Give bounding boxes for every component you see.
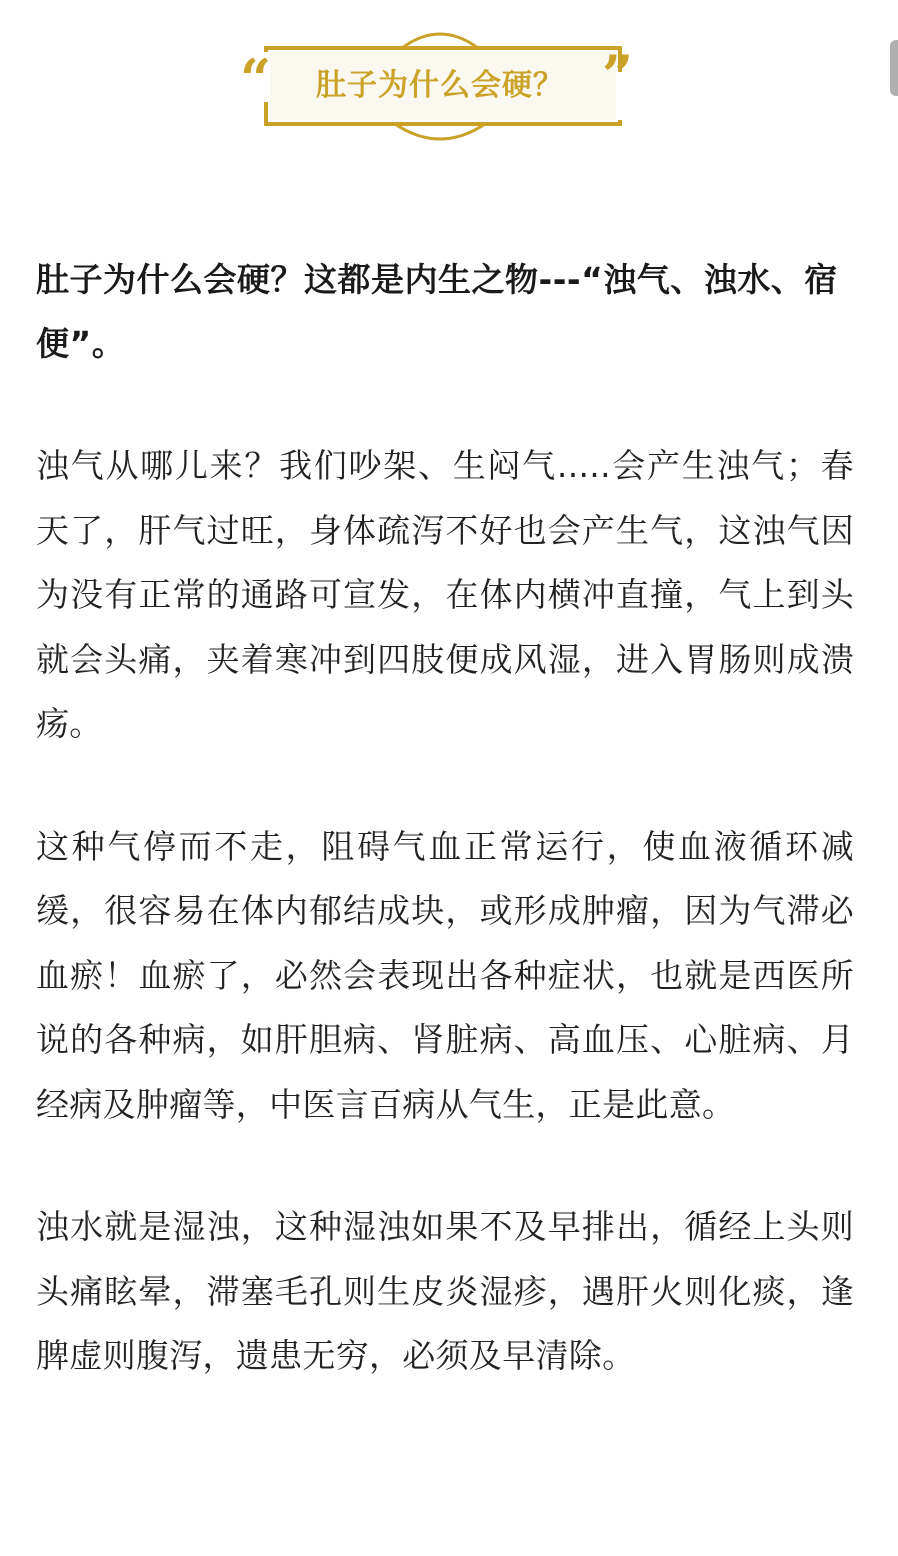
- close-quote-icon: ”: [602, 43, 634, 107]
- section-title-badge: [240, 22, 640, 152]
- paragraph-turbid-qi: 浊气从哪儿来？我们吵架、生闷气.....会产生浊气；春天了，肝气过旺，身体疏泻不好也会产生气，这浊气因为没有正常的通路可宣发，在体内横冲直撞，气上到头就会头痛，夹着寒冲到四肢便成风湿，进入胃肠则成溃疡。: [36, 446, 854, 743]
- lead-paragraph: 肚子为什么会硬？这都是内生之物---“浊气、浊水、宿便”。: [36, 260, 838, 363]
- paragraph-qi-stagnation: 这种气停而不走，阻碍气血正常运行，使血液循环减缓，很容易在体内郁结成块，或形成肿瘤，因为气滞必血瘀！血瘀了，必然会表现出各种症状，也就是西医所说的各种病，如肝胆病、肾脏病、高血压、心脏病、月经病及肿瘤等，中医言百病从气生，正是此意。: [36, 826, 854, 1124]
- article-body: [36, 248, 854, 1447]
- paragraph-turbid-water: 浊水就是湿浊，这种湿浊如果不及早排出，循经上头则头痛眩晕，滞塞毛孔则生皮炎湿疹，遇肝火则化痰，逢脾虚则腹泻，遗患无穷，必须及早清除。: [36, 1207, 854, 1375]
- open-quote-icon: “: [240, 47, 272, 111]
- scrollbar-thumb[interactable]: [890, 40, 898, 96]
- section-title: 肚子为什么会硬？: [316, 68, 564, 103]
